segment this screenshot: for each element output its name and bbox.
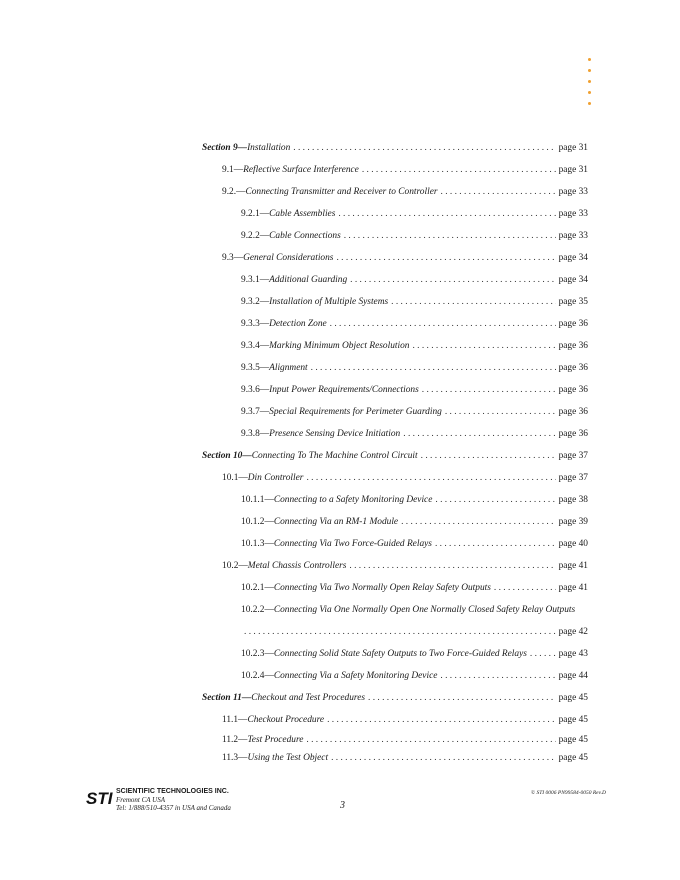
toc-page-ref: page 36 (558, 319, 588, 329)
toc-leader-dots (349, 558, 555, 574)
toc-entry-title: Connecting Via Two Force-Guided Relays (273, 539, 432, 549)
toc-entry-number: 9.3.4— (241, 341, 270, 351)
toc-entry-number: 11.2— (222, 735, 248, 745)
toc-entry-title: Detection Zone (269, 319, 327, 329)
toc-entry[interactable] (222, 750, 588, 766)
toc-leader-dots (445, 404, 556, 420)
toc-entry-number: 9.3— (222, 253, 244, 263)
toc-entry-title: Connecting To The Machine Control Circuit (251, 451, 418, 461)
toc-page-ref: page 33 (558, 231, 588, 241)
toc-page-ref: page 33 (558, 187, 588, 197)
toc-page-ref: page 33 (558, 209, 588, 219)
toc-leader-dots (306, 732, 555, 748)
toc-section-label: Section 10— (202, 451, 252, 461)
toc-page-ref: page 44 (558, 671, 588, 681)
toc-entry-number: 10.1.3— (241, 539, 274, 549)
toc-entry-number: 9.3.2— (241, 297, 270, 307)
toc-leader-dots (344, 228, 556, 244)
toc-section-entry[interactable] (202, 690, 588, 706)
toc-leader-dots (350, 272, 555, 288)
toc-page-ref: page 31 (558, 165, 588, 175)
toc-leader-dots (401, 514, 555, 530)
toc-entry-title: Alignment (269, 363, 308, 373)
svg-text:STI: STI (86, 789, 113, 808)
toc-entry-number: 10.2.4— (241, 671, 274, 681)
toc-entry[interactable] (222, 558, 588, 574)
toc-page-ref: page 37 (558, 473, 588, 483)
toc-entry-number: 9.3.8— (241, 429, 270, 439)
toc-page-ref: page 36 (558, 341, 588, 351)
toc-leader-dots (368, 690, 556, 706)
toc-entry-number: 10.1.2— (241, 517, 274, 527)
toc-leader-dots (362, 162, 556, 178)
toc-page-ref: page 45 (558, 753, 588, 763)
toc-leader-dots (422, 382, 556, 398)
toc-entry[interactable] (241, 580, 588, 596)
toc-leader-dots (244, 624, 556, 640)
toc-page-ref: page 31 (558, 143, 588, 153)
toc-entry-number: 9.3.7— (241, 407, 270, 417)
toc-section-label: Section 11— (202, 693, 252, 703)
toc-entry-number: 9.1— (222, 165, 244, 175)
toc-leader-dots (311, 360, 556, 376)
toc-entry-title: Connecting Transmitter and Receiver to Controller (245, 187, 438, 197)
toc-page-ref: page 34 (558, 253, 588, 263)
toc-entry[interactable] (241, 316, 588, 332)
toc-leader-dots (338, 206, 555, 222)
toc-entry-number: 10.1.1— (241, 495, 274, 505)
toc-page-ref: page 37 (558, 451, 588, 461)
toc-entry-title: Cable Assemblies (269, 209, 336, 219)
toc-entry[interactable] (222, 732, 588, 748)
toc-entry[interactable] (241, 404, 588, 420)
toc-entry-number: 10.2— (222, 561, 248, 571)
toc-page-ref: page 42 (558, 627, 588, 637)
toc-leader-dots (306, 470, 555, 486)
toc-leader-dots (403, 426, 555, 442)
toc-entry[interactable] (241, 426, 588, 442)
toc-entry-title: Special Requirements for Perimeter Guarding (269, 407, 442, 417)
toc-page-ref: page 36 (558, 385, 588, 395)
toc-entry-number: 9.3.1— (241, 275, 270, 285)
toc-entry[interactable] (241, 624, 588, 640)
toc-page-ref: page 34 (558, 275, 588, 285)
toc-entry[interactable] (241, 646, 588, 662)
toc-entry-number: 9.3.6— (241, 385, 270, 395)
toc-entry-title: Input Power Requirements/Connections (269, 385, 419, 395)
toc-page-ref: page 41 (558, 561, 588, 571)
toc-entry[interactable] (241, 206, 588, 222)
toc-entry-title: Presence Sensing Device Initiation (269, 429, 401, 439)
toc-entry-title: Din Controller (247, 473, 304, 483)
toc-entry[interactable] (241, 360, 588, 376)
toc-entry-title: Using the Test Object (247, 753, 329, 763)
toc-entry-title: Cable Connections (269, 231, 341, 241)
toc-leader-dots (391, 294, 555, 310)
toc-entry-title: Installation of Multiple Systems (269, 297, 389, 307)
toc-page-ref: page 45 (558, 715, 588, 725)
toc-entry-title: Reflective Surface Interference (243, 165, 359, 175)
copyright-notice: © STI 0006 PN99584-0050 Rev.D (530, 790, 606, 796)
toc-entry[interactable] (241, 536, 588, 552)
toc-page-ref: page 36 (558, 407, 588, 417)
toc-entry-number: 9.3.5— (241, 363, 270, 373)
toc-entry-title: Additional Guarding (269, 275, 348, 285)
toc-entry-number: 10.1— (222, 473, 248, 483)
toc-entry-number: 11.3— (222, 753, 248, 763)
toc-entry[interactable] (241, 272, 588, 288)
toc-page-ref: page 39 (558, 517, 588, 527)
toc-section-entry[interactable] (202, 140, 588, 156)
toc-entry-title: Installation (247, 143, 291, 153)
toc-entry-number: 10.2.2— (241, 605, 274, 615)
company-phone: Tel: 1/888/510-4357 in USA and Canada (116, 804, 231, 812)
toc-entry[interactable] (222, 184, 588, 200)
toc-page-ref: page 43 (558, 649, 588, 659)
toc-page-ref: page 38 (558, 495, 588, 505)
toc-entry-number: 9.2.2— (241, 231, 270, 241)
toc-page-ref: page 35 (558, 297, 588, 307)
toc-entry[interactable] (222, 250, 588, 266)
toc-leader-dots (293, 140, 555, 156)
toc-entry-title: Connecting Via One Normally Open One Normally Closed Safety Relay Outputs (273, 605, 576, 615)
toc-leader-dots (441, 184, 556, 200)
page-number: 3 (340, 800, 345, 811)
toc-page-ref: page 40 (558, 539, 588, 549)
toc-entry[interactable] (241, 514, 588, 530)
toc-entry-title: Connecting to a Safety Monitoring Device (273, 495, 433, 505)
toc-entry-number: 11.1— (222, 715, 248, 725)
toc-leader-dots (440, 668, 555, 684)
toc-entry[interactable] (222, 712, 588, 728)
toc-leader-dots (421, 448, 556, 464)
toc-entry-number: 9.2.— (222, 187, 246, 197)
toc-entry-number: 9.3.3— (241, 319, 270, 329)
toc-section-label: Section 9— (202, 143, 248, 153)
toc-entry-title: Connecting Via an RM-1 Module (273, 517, 399, 527)
toc-entry[interactable] (241, 492, 588, 508)
toc-entry[interactable] (241, 382, 588, 398)
toc-entry[interactable] (241, 338, 588, 354)
toc-entry[interactable] (241, 228, 588, 244)
company-location: Fremont CA USA (116, 796, 165, 804)
toc-leader-dots (530, 646, 556, 662)
toc-leader-dots (327, 712, 556, 728)
toc-page-ref: page 41 (558, 583, 588, 593)
toc-entry[interactable] (222, 470, 588, 486)
toc-entry[interactable] (222, 162, 588, 178)
toc-leader-dots (412, 338, 555, 354)
toc-entry[interactable] (241, 294, 588, 310)
sti-logo (86, 788, 114, 808)
company-name: SCIENTIFIC TECHNOLOGIES INC. (116, 788, 229, 795)
toc-leader-dots (494, 580, 556, 596)
toc-page-ref: page 36 (558, 363, 588, 373)
toc-leader-dots (336, 250, 555, 266)
toc-page-ref: page 36 (558, 429, 588, 439)
toc-page-ref: page 45 (558, 735, 588, 745)
toc-entry-title: Connecting Via Two Normally Open Relay Safety Outputs (273, 583, 491, 593)
toc-entry-title: Connecting Solid State Safety Outputs to Two Force-Guided Relays (273, 649, 527, 659)
toc-entry-number: 9.2.1— (241, 209, 270, 219)
toc-entry-title: Checkout Procedure (247, 715, 325, 725)
toc-leader-dots (330, 316, 556, 332)
toc-leader-dots (435, 536, 556, 552)
toc-section-entry[interactable] (202, 448, 588, 464)
toc-entry-title: Connecting Via a Safety Monitoring Device (273, 671, 438, 681)
toc-entry[interactable] (241, 668, 588, 684)
toc-entry-title: Metal Chassis Controllers (247, 561, 347, 571)
toc-entry-title: General Considerations (243, 253, 334, 263)
toc-entry-title: Checkout and Test Procedures (251, 693, 366, 703)
toc-leader-dots (331, 750, 556, 766)
toc-entry-number: 10.2.3— (241, 649, 274, 659)
toc-page-ref: page 45 (558, 693, 588, 703)
toc-entry-number: 10.2.1— (241, 583, 274, 593)
toc-leader-dots (435, 492, 555, 508)
toc-entry-title: Marking Minimum Object Resolution (269, 341, 410, 351)
toc-entry[interactable] (241, 602, 588, 618)
toc-entry-title: Test Procedure (247, 735, 304, 745)
